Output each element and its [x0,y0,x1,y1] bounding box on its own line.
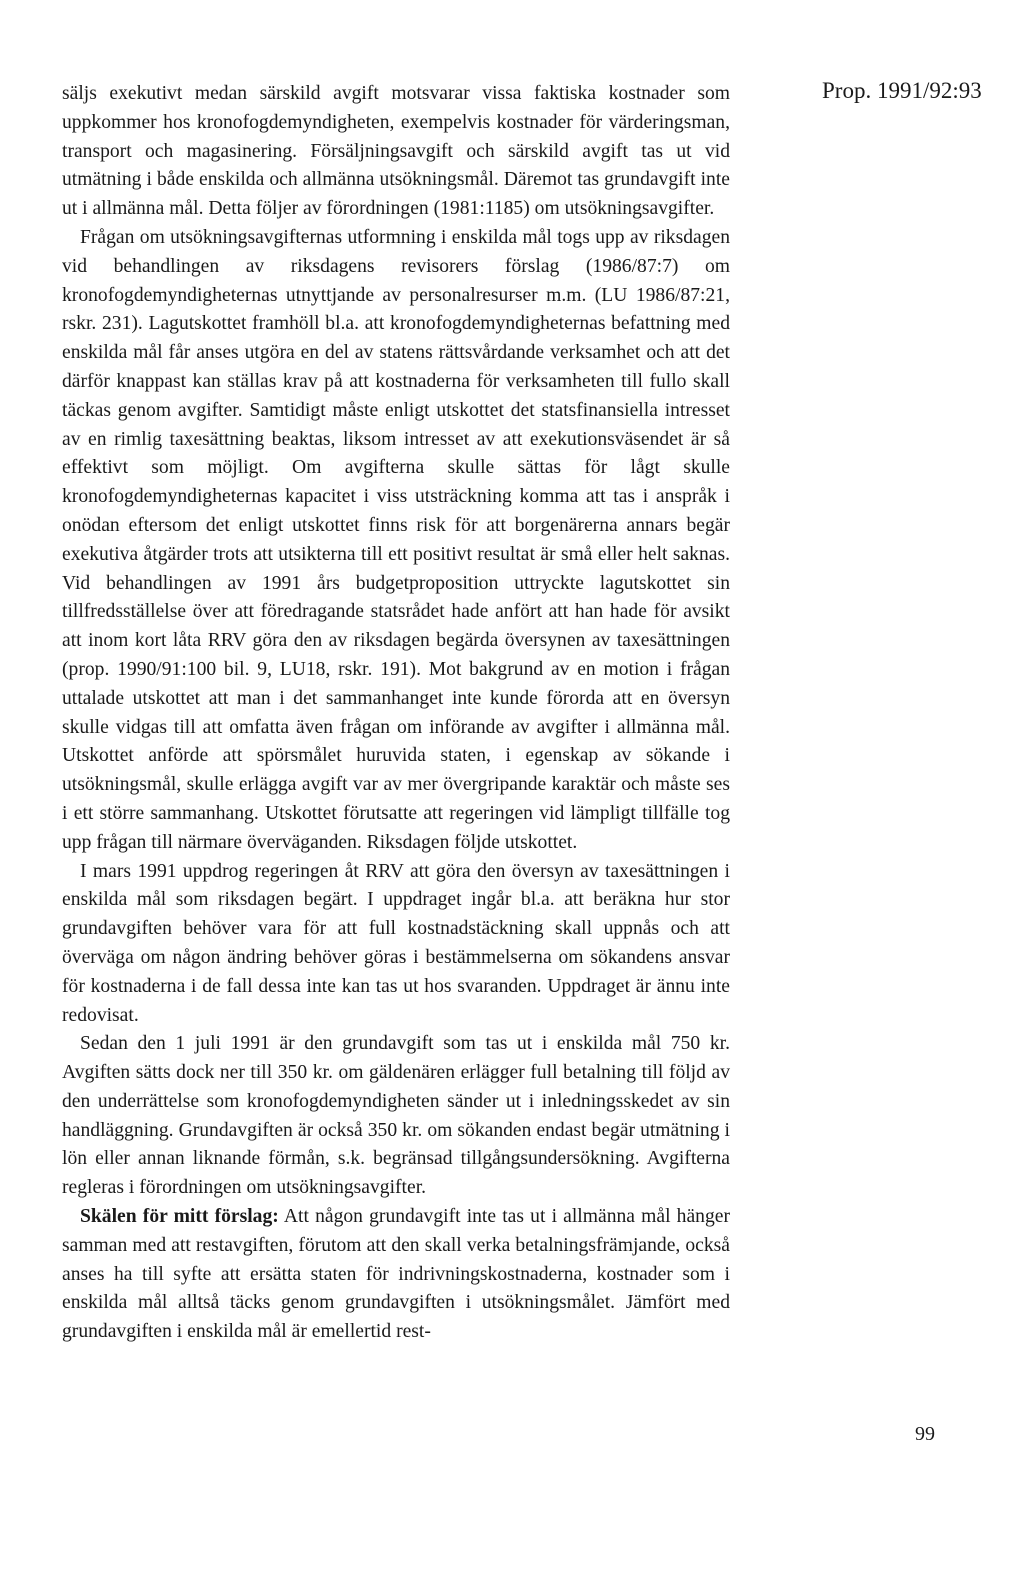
paragraph: Sedan den 1 juli 1991 är den grundavgift som tas ut i enskilda mål 750 kr. Avgiften sätts dock ner till 350 kr. om gäldenären erlägger full betalning till följd av den underrättelse som kronofogdemyndigheten sänder ut i inledningsskedet av sin handläggning. Grundavgiften är också 350 kr. om sökanden endast begär utmätning i lön eller annan liknande förmån, s.k. begränsad tillgångsundersökning. Avgifterna regleras i förordningen om utsökningsavgifter. [62,1033,730,1199]
paragraph-text: Att någon grundavgift inte tas ut i allmänna mål hänger samman med att restavgiften, förutom att den skall verka betalningsfrämjande, också anses ha till syfte att ersätta staten för indrivningskostnaderna, kostnader som i enskilda mål alltså täcks genom grundavgiften i utsökningsmålet. Jämfört med grundavgiften i enskilda mål är emellertid rest- [62,1206,730,1343]
paragraph: I mars 1991 uppdrog regeringen åt RRV att göra den översyn av taxesättningen i enskilda mål som riksdagen begärt. I uppdraget ingår bl.a. att beräkna hur stor grundavgiften behöver vara för att full kostnadstäckning skall uppnås och att överväga om någon ändring behöver göras i bestämmelserna om sökandens ansvar för kostnaderna i de fall dessa inte kan tas ut hos svaranden. Uppdraget är ännu inte redovisat. [62,860,730,1026]
body-text [62,80,730,1347]
paragraph-final [62,1203,730,1347]
paragraph: säljs exekutivt medan särskild avgift motsvarar vissa faktiska kostnader som uppkommer hos kronofogdemyndigheten, exempelvis kostnader för värderingsman, transport och magasinering. Försäljningsavgift och särskild avgift tas ut vid utmätning i både enskilda och allmänna utsökningsmål. Däremot tas grundavgift inte ut i allmänna mål. Detta följer av förordningen (1981:1185) om utsökningsavgifter. [62,83,730,220]
paragraph: Frågan om utsökningsavgifternas utformning i enskilda mål togs upp av riksdagen vid behandlingen av riksdagens revisorers förslag (1986/87:7) om kronofogdemyndigheternas utnyttjande av personalresurser m.m. (LU 1986/87:21, rskr. 231). Lagutskottet framhöll bl.a. att kronofogdemyndigheternas befattning med enskilda mål får anses utgöra en del av statens rättsvårdande verksamhet och att det därför knappast kan ställas krav på att kostnaderna för verksamheten till fullo skall täckas genom avgifter. Samtidigt måste enligt utskottet det statsfinansiella intresset av en rimlig taxesättning beaktas, liksom intresset av att exekutionsväsendet är så effektivt som möjligt. Om avgifterna skulle sättas för lågt skulle kronofogdemyndigheternas kapacitet i viss utsträckning komma att tas i anspråk i onödan eftersom det enligt utskottet finns risk för att borgenärerna annars begär exekutiva åtgärder trots att utsikterna till ett positivt resultat är små eller helt saknas. Vid behandlingen av 1991 års budgetproposition uttryckte lagutskottet sin tillfredsställelse över att föredragande statsrådet hade anfört att han hade för avsikt att inom kort låta RRV göra den av riksdagen begärda översynen av taxesättningen (prop. 1990/91:100 bil. 9, LU18, rskr. 191). Mot bakgrund av en motion i frågan uttalade utskottet att man i det sammanhanget inte kunde förorda att en översyn skulle vidgas till att omfatta även frågan om införande av avgifter i allmänna mål. Utskottet anförde att spörsmålet huruvida staten, i egenskap av sökande i utsökningsmål, skulle erlägga avgift var av mer övergripande karaktär och måste ses i ett större sammanhang. Utskottet förutsatte att regeringen vid lämpligt tillfälle tog upp frågan till närmare överväganden. Riksdagen följde utskottet. [62,226,730,853]
page-number: 99 [915,1423,935,1445]
proposition-reference: Prop. 1991/92:93 [822,78,982,103]
section-lead-in: Skälen för mitt förslag: [80,1206,279,1228]
